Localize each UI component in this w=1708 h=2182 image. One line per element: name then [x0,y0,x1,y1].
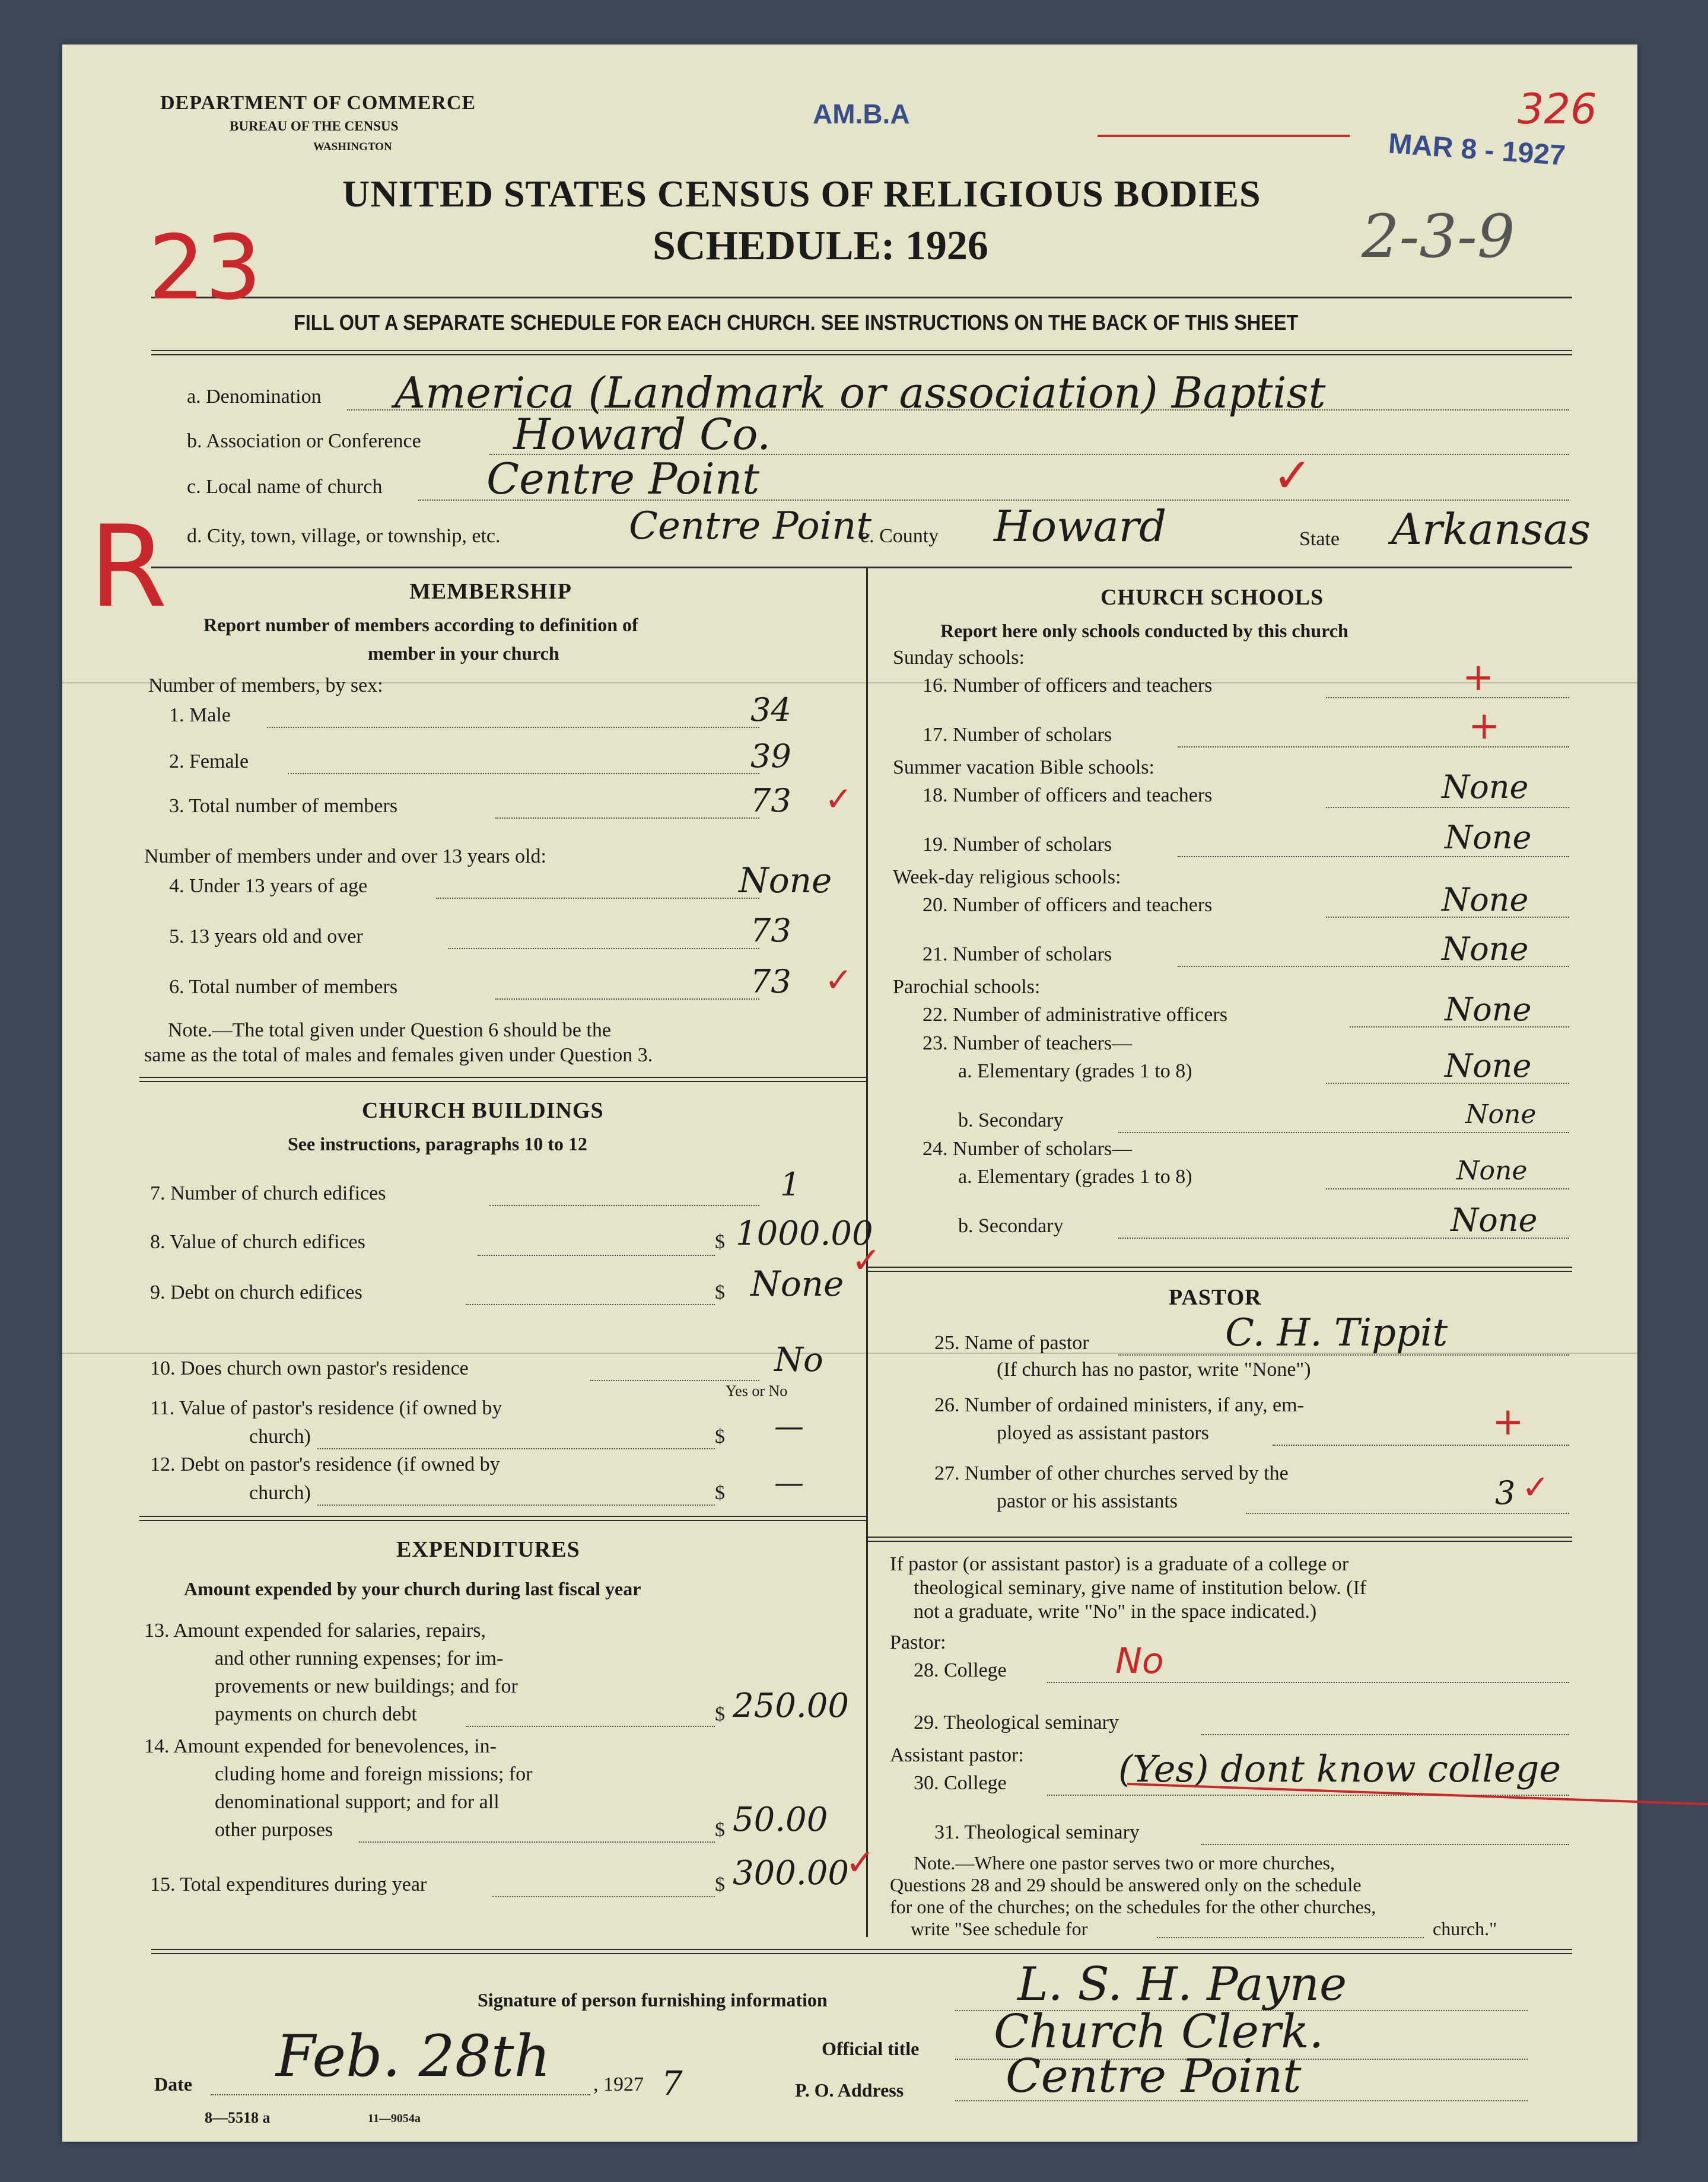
q14-label-cont: other purposes [215,1819,333,1841]
code-mark: 2-3-9 [1362,202,1515,271]
q27-label-cont: pastor or his assistants [997,1490,1178,1512]
dotted-line [1326,1188,1569,1189]
dotted-line [466,1726,715,1727]
rule [866,1267,1572,1272]
yes-or-no-caption: Yes or No [726,1382,788,1399]
pastor-note: write "See schedule for [911,1918,1088,1939]
q10-value: No [774,1341,823,1379]
dotted-line [1047,1682,1569,1683]
q4-value: None [739,860,832,901]
under-over-label: Number of members under and over 13 years old: [144,845,546,867]
page-number-mark: 326 [1518,85,1597,133]
department-name: DEPARTMENT OF COMMERCE [160,92,476,114]
signature-value: L. S. H. Payne [1017,1958,1347,2011]
membership-subtitle: Report number of members according to definition of [203,614,638,635]
left-number-mark: 23 [148,217,262,320]
membership-note: same as the total of males and females given under Question 3. [144,1044,653,1066]
parochial-schools-label: Parochial schools: [893,976,1041,998]
summer-schools-label: Summer vacation Bible schools: [893,756,1154,778]
dotted-line [317,1505,715,1506]
q21-value: None [1442,930,1529,968]
q3-value: 73 [750,782,791,819]
q25-note: (If church has no pastor, write "None") [997,1359,1311,1381]
date-year: , 1927 [593,2073,644,2095]
signature-label: Signature of person furnishing information [478,1989,828,2011]
dotted-line [267,727,759,728]
dotted-line [495,818,759,819]
pastor-heading: PASTOR [1169,1285,1262,1310]
q30-label: 30. College [914,1772,1007,1794]
dotted-line [489,1205,759,1206]
q24a-label: a. Elementary (grades 1 to 8) [958,1166,1192,1188]
print-number: 11—9054a [368,2112,421,2125]
dollar-sign: $ [715,1874,725,1895]
bureau-city: WASHINGTON [313,141,392,153]
q26-label: 26. Number of ordained ministers, if any, em- [934,1394,1304,1416]
q4-label: 4. Under 13 years of age [169,875,368,897]
q3-label: 3. Total number of members [169,795,398,817]
q5-label: 5. 13 years old and over [169,925,363,947]
dotted-line [1326,697,1569,698]
q27-value: 3 [1495,1474,1516,1512]
q26-label-cont: ployed as assistant pastors [997,1422,1209,1444]
q8-label: 8. Value of church edifices [150,1231,365,1253]
q19-label: 19. Number of scholars [923,834,1112,855]
dotted-line [1118,1132,1569,1133]
q8-value: 1000.00 [736,1214,873,1253]
q30-value: (Yes) dont know college [1118,1747,1561,1790]
dotted-line [1178,746,1569,748]
q12-label: 12. Debt on pastor's residence (if owned by [150,1453,500,1475]
q12-value: — [774,1465,804,1500]
graduate-instruction: If pastor (or assistant pastor) is a graduate of a college or [890,1553,1349,1575]
association-label: b. Association or Conference [187,430,421,452]
q13-label-cont: and other running expenses; for im- [215,1647,504,1669]
membership-subtitle: member in your church [368,642,559,664]
q15-label: 15. Total expenditures during year [150,1874,427,1895]
q31-label: 31. Theological seminary [934,1821,1140,1843]
q14-label-cont: cluding home and foreign missions; for [215,1763,533,1785]
check-mark: ✓ [1273,448,1313,503]
q2-label: 2. Female [169,750,249,772]
dotted-line [1201,1844,1569,1845]
q7-label: 7. Number of church edifices [150,1182,386,1204]
date-label: Date [154,2073,192,2095]
q27-label: 27. Number of other churches served by the [934,1462,1289,1484]
assistant-pastor-sublabel: Assistant pastor: [890,1744,1024,1766]
dotted-line [448,948,759,949]
q12-label-cont: church) [249,1482,311,1504]
association-value: Howard Co. [513,409,771,459]
q14-value: 50.00 [733,1801,828,1839]
weekday-schools-label: Week-day religious schools: [893,866,1121,888]
q9-value: None [750,1264,844,1304]
po-address-label: P. O. Address [795,2079,904,2101]
city-label: d. City, town, village, or township, etc. [187,525,501,547]
rule [151,567,1572,568]
official-title-value: Church Clerk. [994,2005,1324,2059]
dotted-line [1273,1445,1569,1446]
q13-label-cont: payments on church debt [215,1703,417,1725]
county-value: Howard [994,501,1167,551]
q13-label-cont: provements or new buildings; and for [215,1675,518,1697]
schools-subtitle: Report here only schools conducted by this church [940,620,1348,641]
q20-label: 20. Number of officers and teachers [923,894,1213,916]
county-label: e. County [860,525,939,547]
po-address-value: Centre Point [1006,2050,1302,2103]
membership-note: Note.—The total given under Question 6 should be the [168,1019,611,1041]
q25-label: 25. Name of pastor [934,1332,1089,1354]
q1-value: 34 [750,691,791,729]
q25-value: C. H. Tippit [1225,1311,1448,1355]
q14-label-cont: denominational support; and for all [215,1791,500,1813]
graduate-instruction: theological seminary, give name of institution below. (If [914,1577,1367,1599]
dotted-line [1326,807,1569,808]
form-number: 8—5518 a [205,2109,271,2126]
census-schedule-page [62,44,1637,2142]
city-value: Centre Point [629,504,872,548]
dollar-sign: $ [715,1482,725,1504]
stamp-code: AM.B.A [813,98,910,129]
q26-value: + [1492,1400,1524,1444]
dotted-line [1201,1734,1569,1735]
q23b-label: b. Secondary [958,1109,1064,1131]
buildings-heading: CHURCH BUILDINGS [362,1098,604,1123]
dotted-line [478,1255,715,1256]
q23b-value: None [1465,1099,1537,1130]
q24a-value: None [1456,1156,1528,1186]
dotted-line [211,2094,590,2095]
pastor-sublabel: Pastor: [890,1631,946,1653]
q14-label: 14. Amount expended for benevolences, in- [144,1735,497,1757]
q9-label: 9. Debt on church edifices [150,1281,362,1303]
q17-label: 17. Number of scholars [923,724,1112,746]
sunday-schools-label: Sunday schools: [893,647,1025,669]
q22-value: None [1445,991,1532,1028]
rule [139,1077,866,1082]
q16-label: 16. Number of officers and teachers [923,675,1213,696]
form-title: UNITED STATES CENSUS OF RELIGIOUS BODIES [342,173,1261,215]
q7-value: 1 [780,1166,801,1203]
members-by-sex-label: Number of members, by sex: [148,675,383,696]
q29-label: 29. Theological seminary [914,1712,1119,1733]
q28-label: 28. College [914,1659,1007,1681]
q21-label: 21. Number of scholars [923,943,1112,965]
q23a-value: None [1445,1047,1532,1084]
state-value: Arkansas [1391,504,1591,554]
year-overwrite: 7 [661,2065,683,2103]
denomination-value: America (Landmark or association) Baptist [395,368,1326,418]
q10-label: 10. Does church own pastor's residence [150,1357,469,1379]
pastor-note: for one of the churches; on the schedules for the other churches, [890,1896,1376,1917]
q24b-value: None [1451,1201,1538,1239]
left-letter-mark: R [89,501,168,632]
bureau-name: BUREAU OF THE CENSUS [230,119,399,133]
q13-value: 250.00 [733,1687,849,1725]
dotted-line [1178,856,1569,857]
q11-label: 11. Value of pastor's residence (if owned by [150,1397,502,1419]
rule [151,297,1572,298]
fill-instruction: FILL OUT A SEPARATE SCHEDULE FOR EACH CHURCH. SEE INSTRUCTIONS ON THE BACK OF THIS SHEET [294,310,1299,335]
dotted-line [1246,1513,1569,1514]
dotted-line [492,1896,715,1897]
dollar-sign: $ [715,1819,725,1841]
q18-value: None [1442,768,1529,806]
q23-label: 23. Number of teachers— [923,1032,1133,1054]
dotted-line [436,898,759,899]
dotted-line [317,1448,715,1449]
schedule-title: SCHEDULE: 1926 [653,223,988,269]
check-mark: ✓ [825,780,853,819]
rule [151,1949,1572,1954]
received-date-stamp: MAR 8 - 1927 [1387,128,1567,172]
dotted-line [466,1304,715,1305]
rule [139,1516,866,1521]
q13-label: 13. Amount expended for salaries, repairs, [144,1620,486,1642]
q24b-label: b. Secondary [958,1215,1064,1237]
dotted-line [495,998,759,1000]
check-mark: ✓ [825,961,853,1000]
denomination-label: a. Denomination [187,386,322,408]
check-mark: ✓ [1522,1468,1550,1507]
q11-label-cont: church) [249,1426,311,1448]
q2-value: 39 [750,737,791,775]
q5-value: 73 [750,912,791,949]
pastor-note: church." [1433,1918,1497,1939]
state-label: State [1299,528,1340,550]
check-mark: ✓ [851,1240,882,1281]
dotted-line [288,773,759,774]
q24-label: 24. Number of scholars— [923,1138,1133,1160]
q6-value: 73 [750,963,791,1000]
q20-value: None [1442,881,1529,918]
pastor-note: Note.—Where one pastor serves two or more churches, [914,1852,1335,1874]
q11-value: — [774,1409,804,1443]
buildings-subtitle: See instructions, paragraphs 10 to 12 [288,1133,587,1154]
check-mark: ✓ [845,1842,876,1884]
schools-heading: CHURCH SCHOOLS [1101,585,1324,610]
q16-value: + [1462,656,1494,699]
dotted-line [590,1380,759,1381]
q18-label: 18. Number of officers and teachers [923,784,1213,806]
graduate-instruction: not a graduate, write "No" in the space indicated.) [914,1601,1317,1623]
membership-heading: MEMBERSHIP [409,579,572,604]
strikeout-mark [1098,135,1350,137]
expenditures-heading: EXPENDITURES [396,1537,580,1562]
local-name-value: Centre Point [486,454,760,504]
dollar-sign: $ [715,1281,725,1303]
q17-value: + [1468,704,1500,748]
dotted-line [359,1841,715,1843]
expenditures-subtitle: Amount expended by your church during last fiscal year [184,1578,641,1599]
pastor-note: Questions 28 and 29 should be answered only on the schedule [890,1874,1362,1895]
q15-value: 300.00 [733,1854,849,1892]
date-value: Feb. 28th [276,2023,551,2089]
dollar-sign: $ [715,1703,725,1725]
q6-label: 6. Total number of members [169,976,398,998]
dollar-sign: $ [715,1426,725,1448]
rule [151,350,1572,355]
q19-value: None [1445,819,1532,856]
q28-value: No [1115,1640,1164,1682]
local-name-label: c. Local name of church [187,476,383,498]
dollar-sign: $ [715,1231,725,1253]
q22-label: 22. Number of administrative officers [923,1004,1227,1026]
dotted-line [1157,1937,1424,1938]
rule [866,1537,1572,1542]
q23a-label: a. Elementary (grades 1 to 8) [958,1060,1192,1082]
official-title-label: Official title [822,2038,920,2059]
q1-label: 1. Male [169,704,231,726]
